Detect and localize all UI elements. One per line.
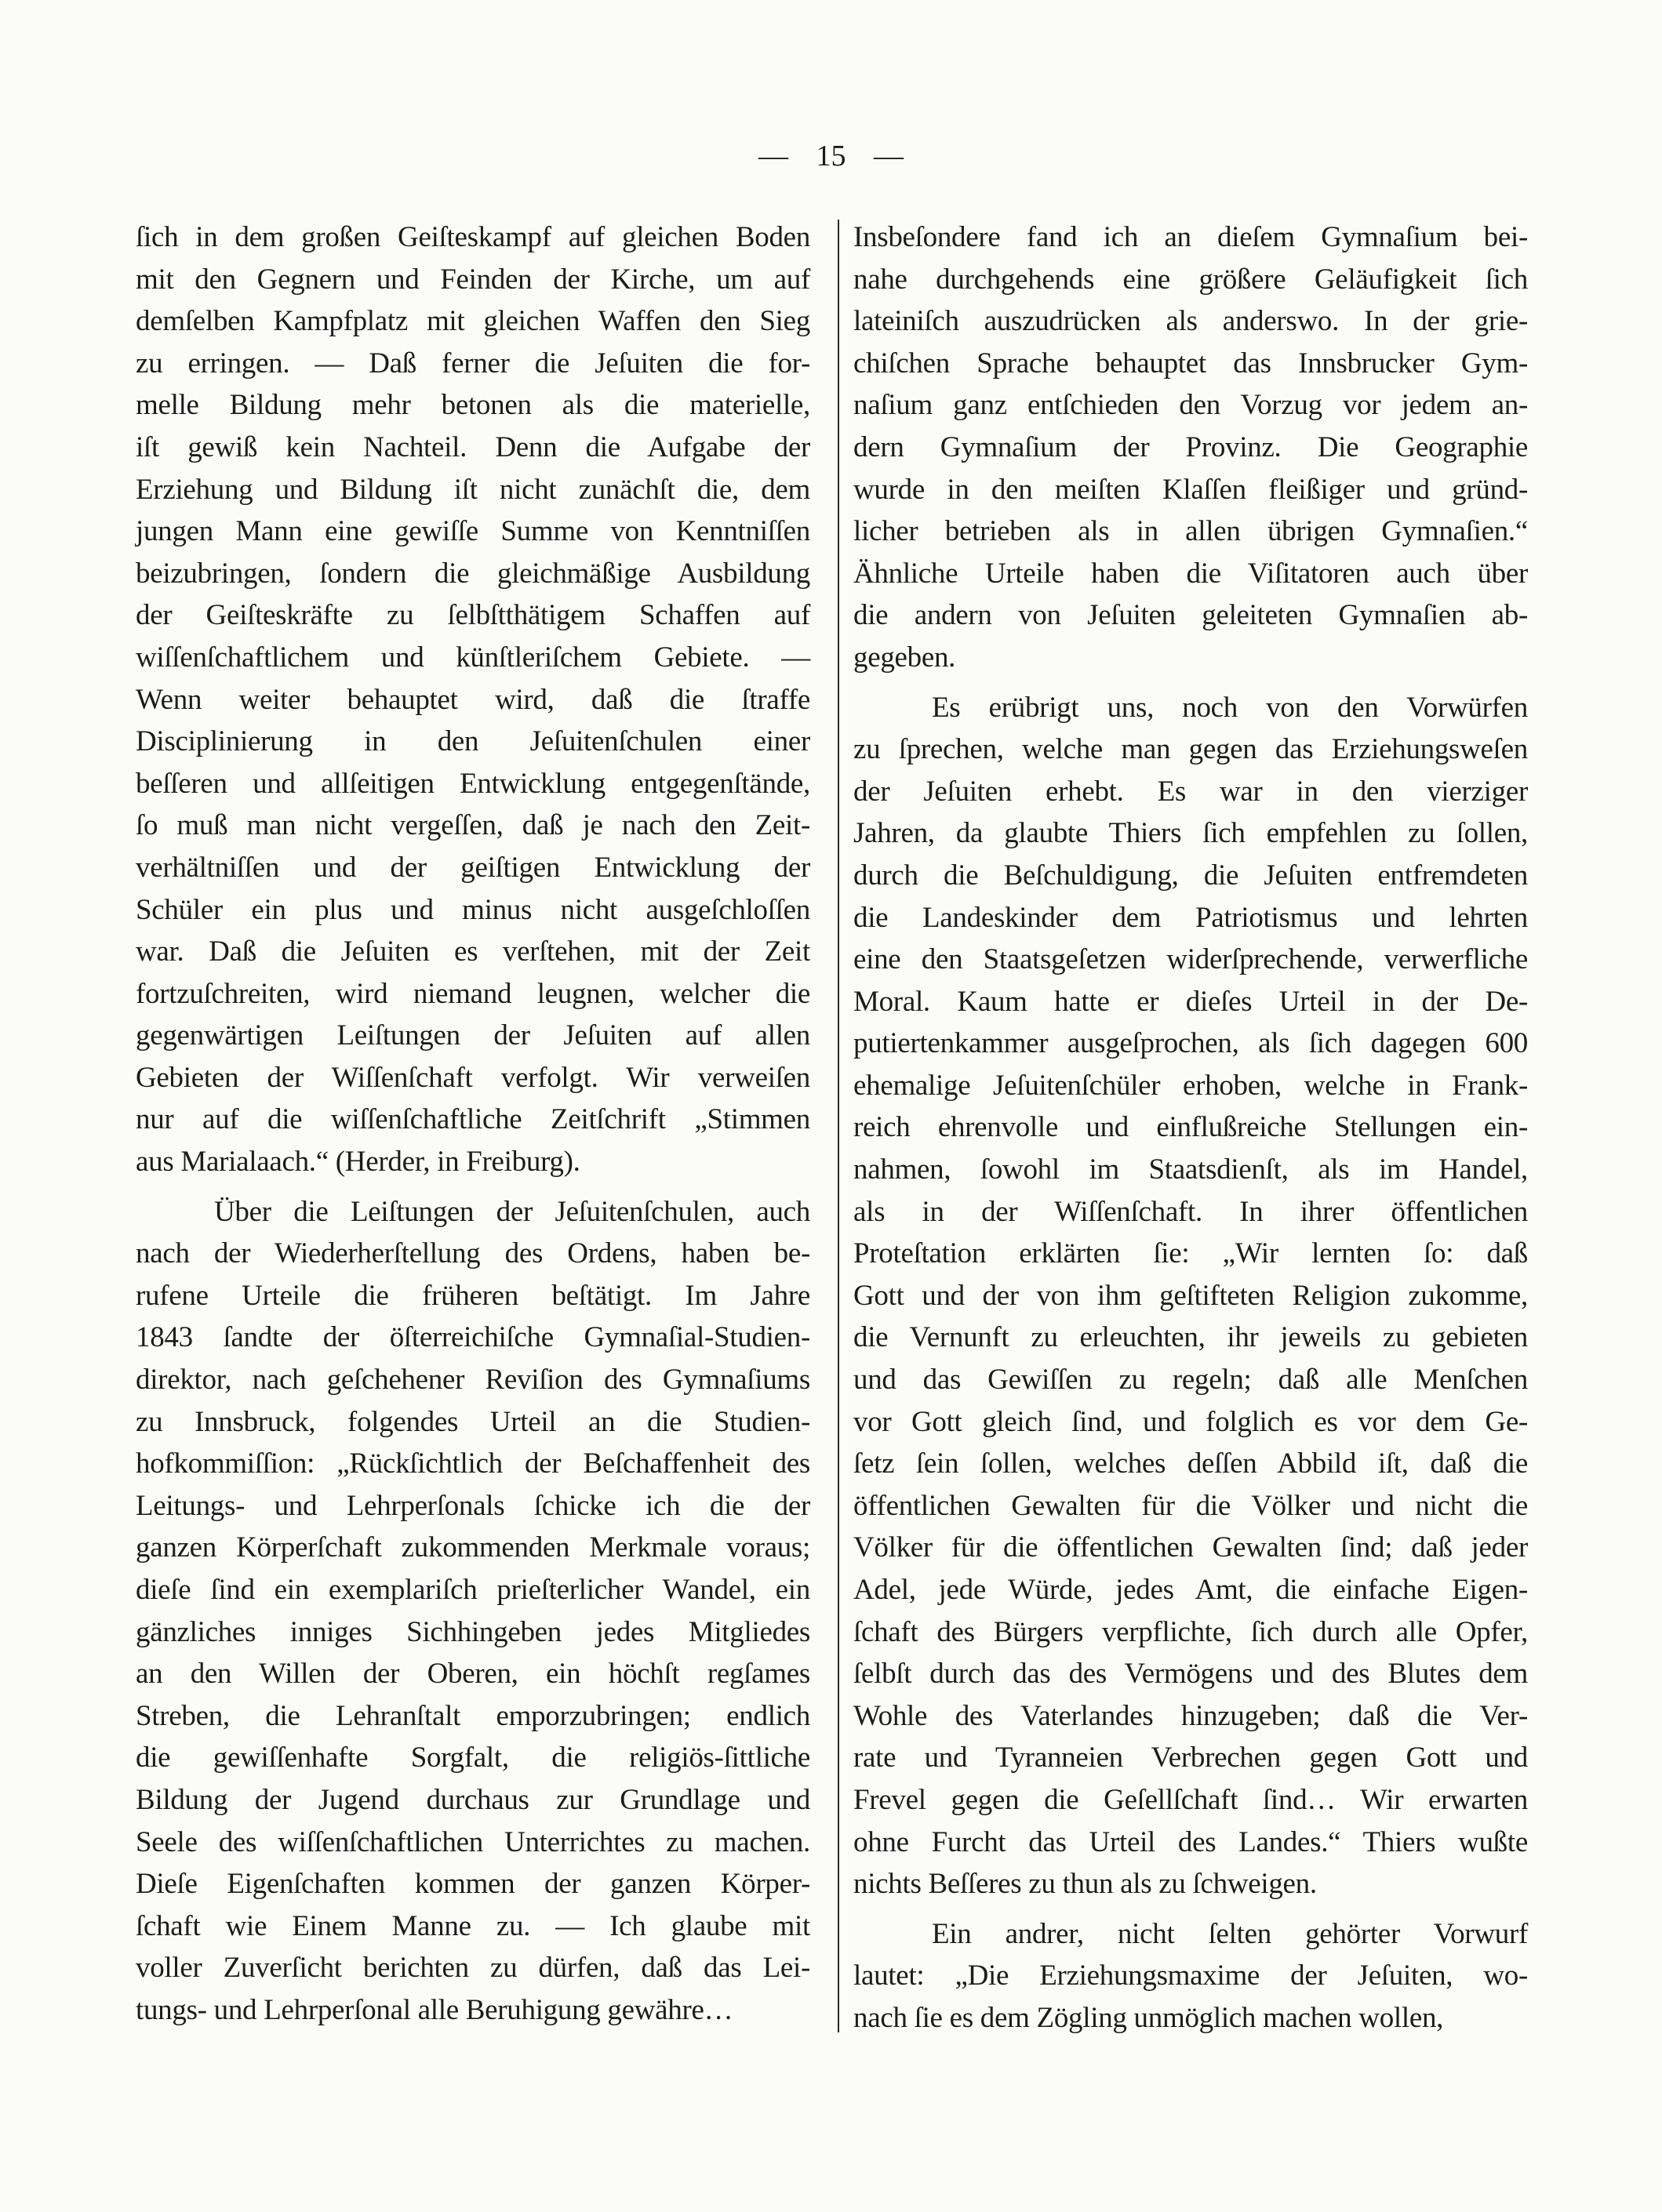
text-line: beſſeren und allſeitigen Entwicklung entgegenſtände,: [136, 767, 810, 800]
text-line: ganzen Körperſchaft zukommenden Merkmale voraus;: [136, 1531, 810, 1564]
text-line: war. Daß die Jeſuiten es verſtehen, mit der Zeit: [136, 935, 810, 968]
text-line: aus Marialaach.“ (Herder, in Freiburg).: [136, 1146, 580, 1179]
text-line: ſetz ſein ſollen, welches deſſen Abbild iſt, daß die: [853, 1447, 1528, 1480]
text-line: Wenn weiter behauptet wird, daß die ſtraffe: [136, 683, 810, 716]
text-line: ohne Furcht das Urteil des Landes.“ Thiers wußte: [853, 1825, 1528, 1858]
text-line: vor Gott gleich ſind, und folglich es vor dem Ge-: [853, 1405, 1528, 1438]
text-line: die Landeskinder dem Patriotismus und lehrten: [853, 901, 1528, 934]
text-line: Insbeſondere fand ich an dieſem Gymnaſium bei-: [853, 221, 1528, 253]
text-line: putiertenkammer ausgeſprochen, als ſich dagegen 600: [853, 1027, 1528, 1060]
text-line: dieſe ſind ein exemplariſch prieſterlicher Wandel, ein: [136, 1574, 810, 1606]
paragraph: [136, 216, 810, 1183]
text-line: naſium ganz entſchieden den Vorzug vor jedem an-: [853, 389, 1528, 422]
text-line: iſt gewiß kein Nachteil. Denn die Aufgabe der: [136, 430, 810, 463]
text-line: Seele des wiſſenſchaftlichen Unterrichtes zu machen.: [136, 1825, 810, 1858]
text-line: jungen Mann eine gewiſſe Summe von Kenntniſſen: [136, 515, 810, 548]
text-line: Ein andrer, nicht ſelten gehörter Vorwurf: [932, 1917, 1528, 1950]
left-text-column: [136, 216, 810, 2032]
paragraph: [853, 1913, 1528, 2039]
text-line: dern Gymnaſium der Provinz. Die Geographie: [853, 430, 1528, 463]
text-line: nach ſie es dem Zögling unmöglich machen wollen,: [853, 2001, 1444, 2034]
text-line: licher betrieben als in allen übrigen Gymnaſien.“: [853, 515, 1528, 548]
text-line: Erziehung und Bildung iſt nicht zunächſt die, dem: [136, 473, 810, 506]
text-line: ſchaft wie Einem Manne zu. — Ich glaube mit: [136, 1909, 810, 1942]
text-line: gegeben.: [853, 641, 956, 674]
text-line: und das Gewiſſen zu regeln; daß alle Menſchen: [853, 1364, 1528, 1397]
text-line: Disciplinierung in den Jeſuitenſchulen einer: [136, 725, 810, 758]
text-line: zu erringen. — Daß ferner die Jeſuiten die for-: [136, 347, 810, 380]
text-line: Gebieten der Wiſſenſchaft verfolgt. Wir verweiſen: [136, 1061, 810, 1094]
text-line: Völker für die öffentlichen Gewalten ſind; daß jeder: [853, 1531, 1528, 1564]
text-line: 1843 ſandte der öſterreichiſche Gymnaſial-Studien-: [136, 1321, 810, 1354]
text-line: der Geiſteskräfte zu ſelbſtthätigem Schaffen auf: [136, 599, 810, 632]
text-line: direktor, nach geſchehener Reviſion des Gymnaſiums: [136, 1364, 810, 1397]
text-line: rate und Tyranneien Verbrechen gegen Gott und: [853, 1742, 1528, 1774]
text-line: die gewiſſenhafte Sorgfalt, die religiös-ſittliche: [136, 1742, 810, 1774]
text-line: die andern von Jeſuiten geleiteten Gymnaſien ab-: [853, 599, 1528, 632]
text-line: nahmen, ſowohl im Staatsdienſt, als im Handel,: [853, 1153, 1528, 1186]
page-number: — 15 —: [758, 140, 904, 173]
text-line: gänzliches inniges Sichhingeben jedes Mitgliedes: [136, 1615, 810, 1648]
text-line: Jahren, da glaubte Thiers ſich empfehlen zu ſollen,: [853, 817, 1528, 850]
paragraph-gap: [853, 1905, 1528, 1913]
text-line: Über die Leiſtungen der Jeſuitenſchulen, auch: [214, 1195, 810, 1228]
text-line: nach der Wiederherſtellung des Ordens, haben be-: [136, 1237, 810, 1270]
column-divider-rule: [838, 220, 839, 2032]
text-line: tungs- und Lehrperſonal alle Beruhigung gewähre…: [136, 1993, 733, 2026]
text-line: nahe durchgehends eine größere Geläufigkeit ſich: [853, 263, 1528, 296]
text-line: an den Willen der Oberen, ein höchſt regſames: [136, 1658, 810, 1691]
text-line: Proteſtation erklärten ſie: „Wir lernten ſo: daß: [853, 1237, 1528, 1270]
paragraph: [136, 1191, 810, 2032]
text-line: als in der Wiſſenſchaft. In ihrer öffentlichen: [853, 1195, 1528, 1228]
text-line: ſchaft des Bürgers verpflichte, ſich durch alle Opfer,: [853, 1615, 1528, 1648]
text-line: gegenwärtigen Leiſtungen der Jeſuiten auf allen: [136, 1019, 810, 1052]
text-line: Ähnliche Urteile haben die Viſitatoren auch über: [853, 557, 1528, 590]
text-line: fortzuſchreiten, wird niemand leugnen, welcher die: [136, 977, 810, 1010]
text-line: lateiniſch auszudrücken als anderswo. In der grie-: [853, 305, 1528, 338]
text-line: wurde in den meiſten Klaſſen fleißiger und gründ-: [853, 473, 1528, 506]
text-line: rufene Urteile die früheren beſtätigt. Im Jahre: [136, 1279, 810, 1312]
text-line: Gott und der von ihm geſtifteten Religion zukomme,: [853, 1279, 1528, 1312]
text-line: wiſſenſchaftlichem und künſtleriſchem Gebiete. —: [136, 641, 810, 674]
text-line: reich ehrenvolle und einflußreiche Stellungen ein-: [853, 1111, 1528, 1144]
text-line: Leitungs- und Lehrperſonals ſchicke ich die der: [136, 1489, 810, 1522]
text-line: chiſchen Sprache behauptet das Innsbrucker Gym-: [853, 347, 1528, 380]
text-line: Bildung der Jugend durchaus zur Grundlage und: [136, 1783, 810, 1816]
text-line: verhältniſſen und der geiſtigen Entwicklung der: [136, 851, 810, 884]
text-line: Wohle des Vaterlandes hinzugeben; daß die Ver-: [853, 1699, 1528, 1732]
text-line: voller Zuverſicht berichten zu dürfen, daß das Lei-: [136, 1952, 810, 1985]
text-line: öffentlichen Gewalten für die Völker und nicht die: [853, 1489, 1528, 1522]
text-line: ſo muß man nicht vergeſſen, daß je nach den Zeit-: [136, 809, 810, 842]
text-line: durch die Beſchuldigung, die Jeſuiten entfremdeten: [853, 859, 1528, 892]
text-line: der Jeſuiten erhebt. Es war in den vierziger: [853, 775, 1528, 808]
text-line: hofkommiſſion: „Rückſichtlich der Beſchaffenheit des: [136, 1447, 810, 1480]
text-line: Schüler ein plus und minus nicht ausgeſchloſſen: [136, 893, 810, 926]
text-line: Streben, die Lehranſtalt emporzubringen; endlich: [136, 1699, 810, 1732]
paragraph-gap: [136, 1183, 810, 1191]
text-line: Moral. Kaum hatte er dieſes Urteil in der De-: [853, 985, 1528, 1018]
paragraph-gap: [853, 679, 1528, 687]
text-line: nichts Beſſeres zu thun als zu ſchweigen.: [853, 1868, 1317, 1901]
text-line: Frevel gegen die Geſellſchaft ſind… Wir erwarten: [853, 1783, 1528, 1816]
text-line: eine den Staatsgeſetzen widerſprechende, verwerfliche: [853, 943, 1528, 976]
text-line: nur auf die wiſſenſchaftliche Zeitſchrift „Stimmen: [136, 1103, 810, 1136]
text-line: demſelben Kampfplatz mit gleichen Waffen den Sieg: [136, 305, 810, 338]
text-line: beizubringen, ſondern die gleichmäßige Ausbildung: [136, 557, 810, 590]
paragraph: [853, 687, 1528, 1905]
right-text-column: [853, 216, 1528, 2039]
text-line: ehemalige Jeſuitenſchüler erhoben, welche in Frank-: [853, 1069, 1528, 1102]
text-line: ſelbſt durch das des Vermögens und des Blutes dem: [853, 1658, 1528, 1691]
text-line: ſich in dem großen Geiſteskampf auf gleichen Boden: [136, 221, 810, 253]
text-line: Es erübrigt uns, noch von den Vorwürfen: [932, 691, 1528, 724]
text-line: Dieſe Eigenſchaften kommen der ganzen Körper-: [136, 1868, 810, 1901]
text-line: Adel, jede Würde, jedes Amt, die einfache Eigen-: [853, 1574, 1528, 1606]
text-line: mit den Gegnern und Feinden der Kirche, um auf: [136, 263, 810, 296]
text-line: lautet: „Die Erziehungsmaxime der Jeſuiten, wo-: [853, 1960, 1528, 1992]
text-line: melle Bildung mehr betonen als die materielle,: [136, 389, 810, 422]
text-line: zu ſprechen, welche man gegen das Erziehungsweſen: [853, 733, 1528, 766]
text-line: zu Innsbruck, folgendes Urteil an die Studien-: [136, 1405, 810, 1438]
text-line: die Vernunft zu erleuchten, ihr jeweils zu gebieten: [853, 1321, 1528, 1354]
paragraph: [853, 216, 1528, 679]
